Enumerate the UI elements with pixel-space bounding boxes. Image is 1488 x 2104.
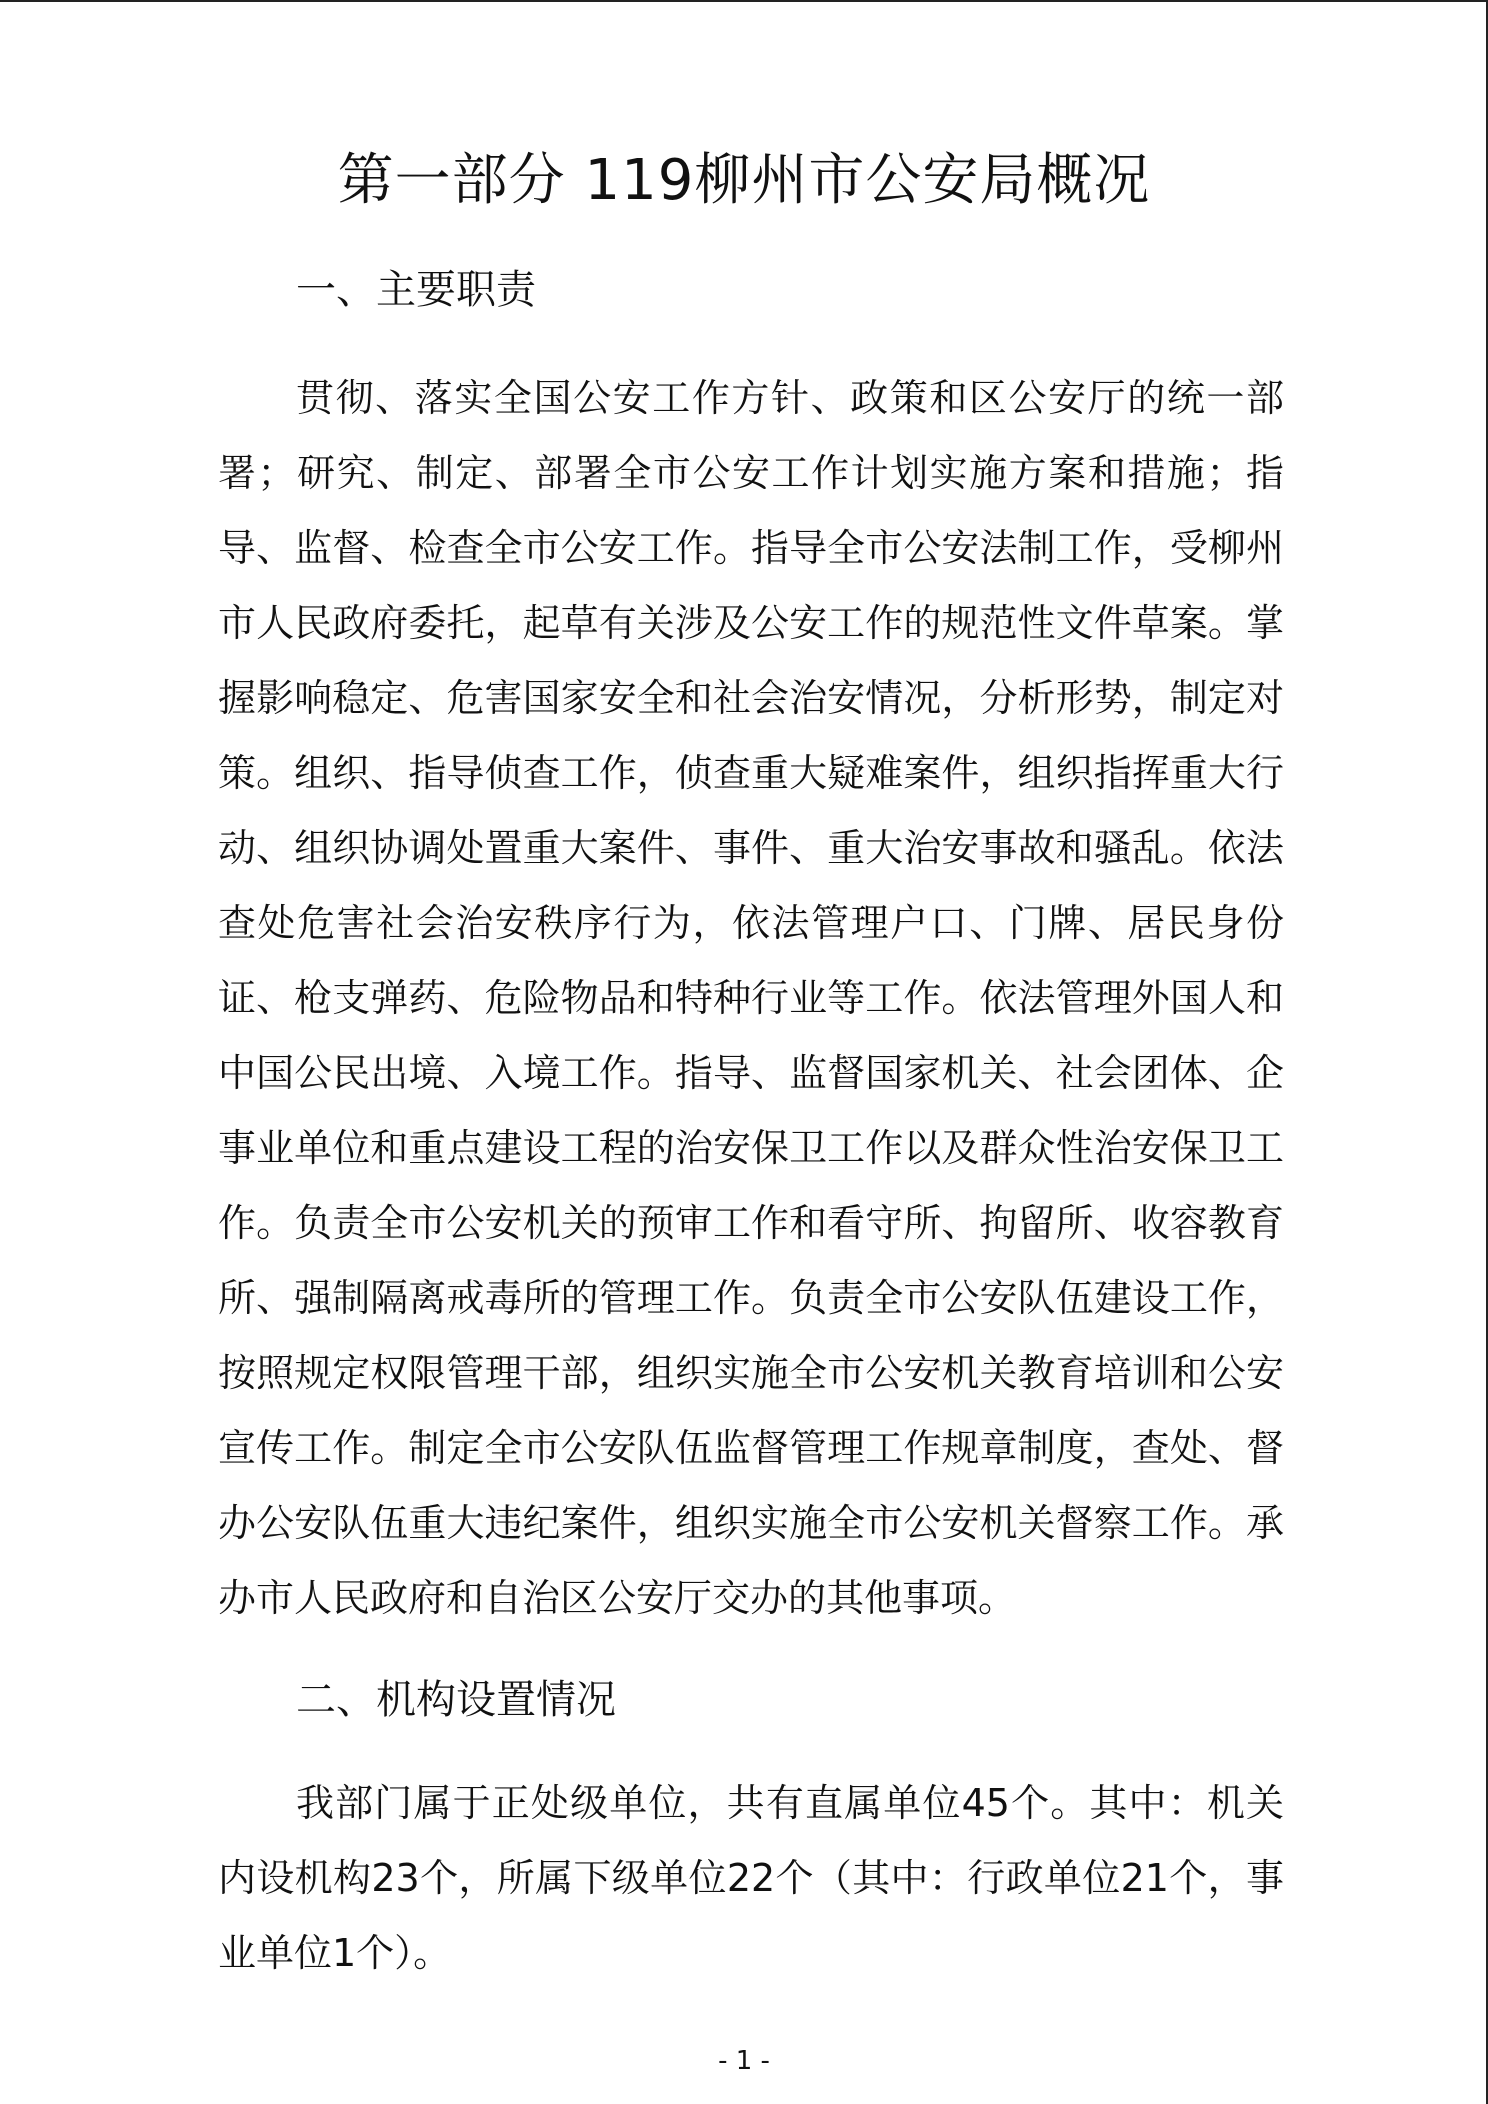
paragraph-main-duties: 贯彻、落实全国公安工作方针、政策和区公安厅的统一部署；研究、制定、部署全市公安工作计划实施方案和措施；指导、监督、检查全市公安工作。指导全市公安法制工作，受柳州市人民政府委托，起草有关涉及公安工作的规范性文件草案。掌握影响稳定、危害国家安全和社会治安情况，分析形势，制定对策。组织、指导侦查工作，侦查重大疑难案件，组织指挥重大行动、组织协调处置重大案件、事件、重大治安事故和骚乱。依法查处危害社会治安秩序行为，依法管理户口、门牌、居民身份证、枪支弹药、危险物品和特种行业等工作。依法管理外国人和中国公民出境、入境工作。指导、监督国家机关、社会团体、企事业单位和重点建设工程的治安保卫工作以及群众性治安保卫工作。负责全市公安机关的预审工作和看守所、拘留所、收容教育所、强制隔离戒毒所的管理工作。负责全市公安队伍建设工作，按照规定权限管理干部，组织实施全市公安机关教育培训和公安宣传工作。制定全市公安队伍监督管理工作规章制度，查处、督办公安队伍重大违纪案件，组织实施全市公安机关督察工作。承办市人民政府和自治区公安厅交办的其他事项。 [218, 376, 1284, 1620]
section-heading-main-duties: 一、主要职责 [296, 267, 536, 313]
section-heading-organization: 二、机构设置情况 [296, 1677, 616, 1723]
paragraph-organization: 我部门属于正处级单位，共有直属单位45个。其中：机关内设机构23个，所属下级单位22个（其中：行政单位21个，事业单位1个）。 [218, 1781, 1284, 1975]
page-number: - 1 - [718, 2046, 770, 2076]
document-title: 第一部分 119柳州市公安局概况 [337, 148, 1151, 213]
